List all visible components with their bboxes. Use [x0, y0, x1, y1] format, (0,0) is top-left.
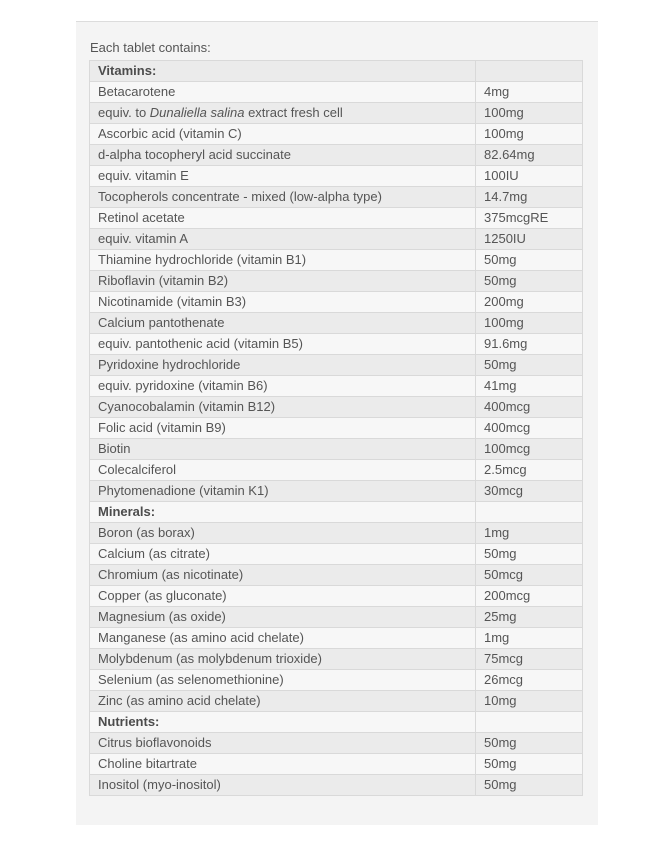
section-header-row	[90, 712, 583, 733]
ingredient-amount-cell: 1mg	[476, 523, 583, 544]
ingredient-name-cell: d-alpha tocopheryl acid succinate	[90, 145, 476, 166]
table-row	[90, 124, 583, 145]
table-row	[90, 208, 583, 229]
table-row	[90, 670, 583, 691]
table-row	[90, 418, 583, 439]
table-row	[90, 523, 583, 544]
table-row	[90, 166, 583, 187]
ingredient-amount-cell: 4mg	[476, 82, 583, 103]
ingredient-name-cell: Inositol (myo-inositol)	[90, 775, 476, 796]
ingredient-name-cell	[90, 103, 476, 124]
ingredient-amount-cell: 100IU	[476, 166, 583, 187]
species-name: Dunaliella salina	[149, 105, 245, 120]
table-row	[90, 103, 583, 124]
label-text: extract fresh cell	[244, 105, 343, 120]
ingredient-amount-cell: 400mcg	[476, 418, 583, 439]
ingredient-name-cell: Zinc (as amino acid chelate)	[90, 691, 476, 712]
table-row	[90, 250, 583, 271]
table-row	[90, 376, 583, 397]
table-row	[90, 397, 583, 418]
ingredient-amount-cell: 30mcg	[476, 481, 583, 502]
ingredient-amount-cell: 50mg	[476, 754, 583, 775]
table-row	[90, 754, 583, 775]
ingredient-name-cell: Manganese (as amino acid chelate)	[90, 628, 476, 649]
table-row	[90, 691, 583, 712]
table-row	[90, 481, 583, 502]
table-row	[90, 649, 583, 670]
table-row	[90, 439, 583, 460]
ingredient-amount-cell: 50mcg	[476, 565, 583, 586]
ingredient-amount-cell: 50mg	[476, 544, 583, 565]
label-text: equiv. to	[98, 105, 150, 120]
ingredient-amount-cell: 400mcg	[476, 397, 583, 418]
ingredient-amount-cell: 75mcg	[476, 649, 583, 670]
ingredient-amount-cell: 41mg	[476, 376, 583, 397]
ingredient-amount-cell: 50mg	[476, 250, 583, 271]
ingredient-amount-cell: 82.64mg	[476, 145, 583, 166]
table-row	[90, 628, 583, 649]
ingredient-amount-cell: 100mg	[476, 313, 583, 334]
table-row	[90, 82, 583, 103]
table-row	[90, 334, 583, 355]
ingredient-name-cell: Tocopherols concentrate - mixed (low-alpha type)	[90, 187, 476, 208]
ingredient-amount-cell: 100mg	[476, 124, 583, 145]
ingredient-name-cell: Colecalciferol	[90, 460, 476, 481]
ingredient-amount-cell: 26mcg	[476, 670, 583, 691]
section-title-cell: Nutrients:	[90, 712, 476, 733]
table-row	[90, 271, 583, 292]
ingredient-name-cell: Pyridoxine hydrochloride	[90, 355, 476, 376]
table-row	[90, 187, 583, 208]
table-row	[90, 460, 583, 481]
ingredient-name-cell: Cyanocobalamin (vitamin B12)	[90, 397, 476, 418]
ingredients-panel	[76, 21, 598, 825]
ingredient-name-cell: Magnesium (as oxide)	[90, 607, 476, 628]
ingredient-name-cell: Folic acid (vitamin B9)	[90, 418, 476, 439]
ingredient-name-cell: equiv. vitamin A	[90, 229, 476, 250]
ingredient-amount-cell: 91.6mg	[476, 334, 583, 355]
ingredient-name-cell: Thiamine hydrochloride (vitamin B1)	[90, 250, 476, 271]
ingredient-amount-cell: 25mg	[476, 607, 583, 628]
ingredients-table-body	[90, 61, 583, 796]
table-row	[90, 733, 583, 754]
table-row	[90, 313, 583, 334]
ingredient-name-cell: Citrus bioflavonoids	[90, 733, 476, 754]
ingredient-amount-cell: 2.5mcg	[476, 460, 583, 481]
ingredient-amount-cell	[476, 712, 583, 733]
ingredient-name-cell: Calcium pantothenate	[90, 313, 476, 334]
ingredient-amount-cell: 200mcg	[476, 586, 583, 607]
table-row	[90, 565, 583, 586]
ingredient-name-cell: Phytomenadione (vitamin K1)	[90, 481, 476, 502]
ingredient-amount-cell: 100mg	[476, 103, 583, 124]
ingredient-amount-cell: 10mg	[476, 691, 583, 712]
ingredient-amount-cell: 50mg	[476, 355, 583, 376]
table-row	[90, 775, 583, 796]
ingredient-amount-cell: 1mg	[476, 628, 583, 649]
ingredient-name-cell: Biotin	[90, 439, 476, 460]
section-title-cell: Minerals:	[90, 502, 476, 523]
table-row	[90, 586, 583, 607]
section-header-row	[90, 502, 583, 523]
ingredients-table	[89, 60, 583, 796]
table-row	[90, 607, 583, 628]
table-row	[90, 145, 583, 166]
ingredient-amount-cell: 375mcgRE	[476, 208, 583, 229]
ingredient-amount-cell: 1250IU	[476, 229, 583, 250]
ingredient-name-cell: equiv. vitamin E	[90, 166, 476, 187]
ingredient-name-cell: Ascorbic acid (vitamin C)	[90, 124, 476, 145]
ingredient-name-cell: Selenium (as selenomethionine)	[90, 670, 476, 691]
ingredient-name-cell: Calcium (as citrate)	[90, 544, 476, 565]
ingredient-amount-cell: 200mg	[476, 292, 583, 313]
ingredient-amount-cell: 14.7mg	[476, 187, 583, 208]
table-row	[90, 544, 583, 565]
ingredient-name-cell: Retinol acetate	[90, 208, 476, 229]
table-row	[90, 292, 583, 313]
ingredient-amount-cell: 50mg	[476, 775, 583, 796]
ingredient-name-cell: Betacarotene	[90, 82, 476, 103]
ingredient-name-cell: equiv. pantothenic acid (vitamin B5)	[90, 334, 476, 355]
section-title-cell: Vitamins:	[90, 61, 476, 82]
table-row	[90, 229, 583, 250]
ingredient-amount-cell: 50mg	[476, 733, 583, 754]
ingredient-name-cell: equiv. pyridoxine (vitamin B6)	[90, 376, 476, 397]
ingredient-name-cell: Choline bitartrate	[90, 754, 476, 775]
ingredient-name-cell: Riboflavin (vitamin B2)	[90, 271, 476, 292]
tablet-contains-label: Each tablet contains:	[90, 40, 211, 55]
ingredient-amount-cell: 50mg	[476, 271, 583, 292]
table-row	[90, 355, 583, 376]
ingredient-amount-cell: 100mcg	[476, 439, 583, 460]
ingredient-name-cell: Chromium (as nicotinate)	[90, 565, 476, 586]
ingredient-name-cell: Copper (as gluconate)	[90, 586, 476, 607]
ingredient-name-cell: Nicotinamide (vitamin B3)	[90, 292, 476, 313]
ingredient-name-cell: Boron (as borax)	[90, 523, 476, 544]
ingredient-amount-cell	[476, 502, 583, 523]
section-header-row	[90, 61, 583, 82]
ingredient-amount-cell	[476, 61, 583, 82]
ingredient-name-cell: Molybdenum (as molybdenum trioxide)	[90, 649, 476, 670]
